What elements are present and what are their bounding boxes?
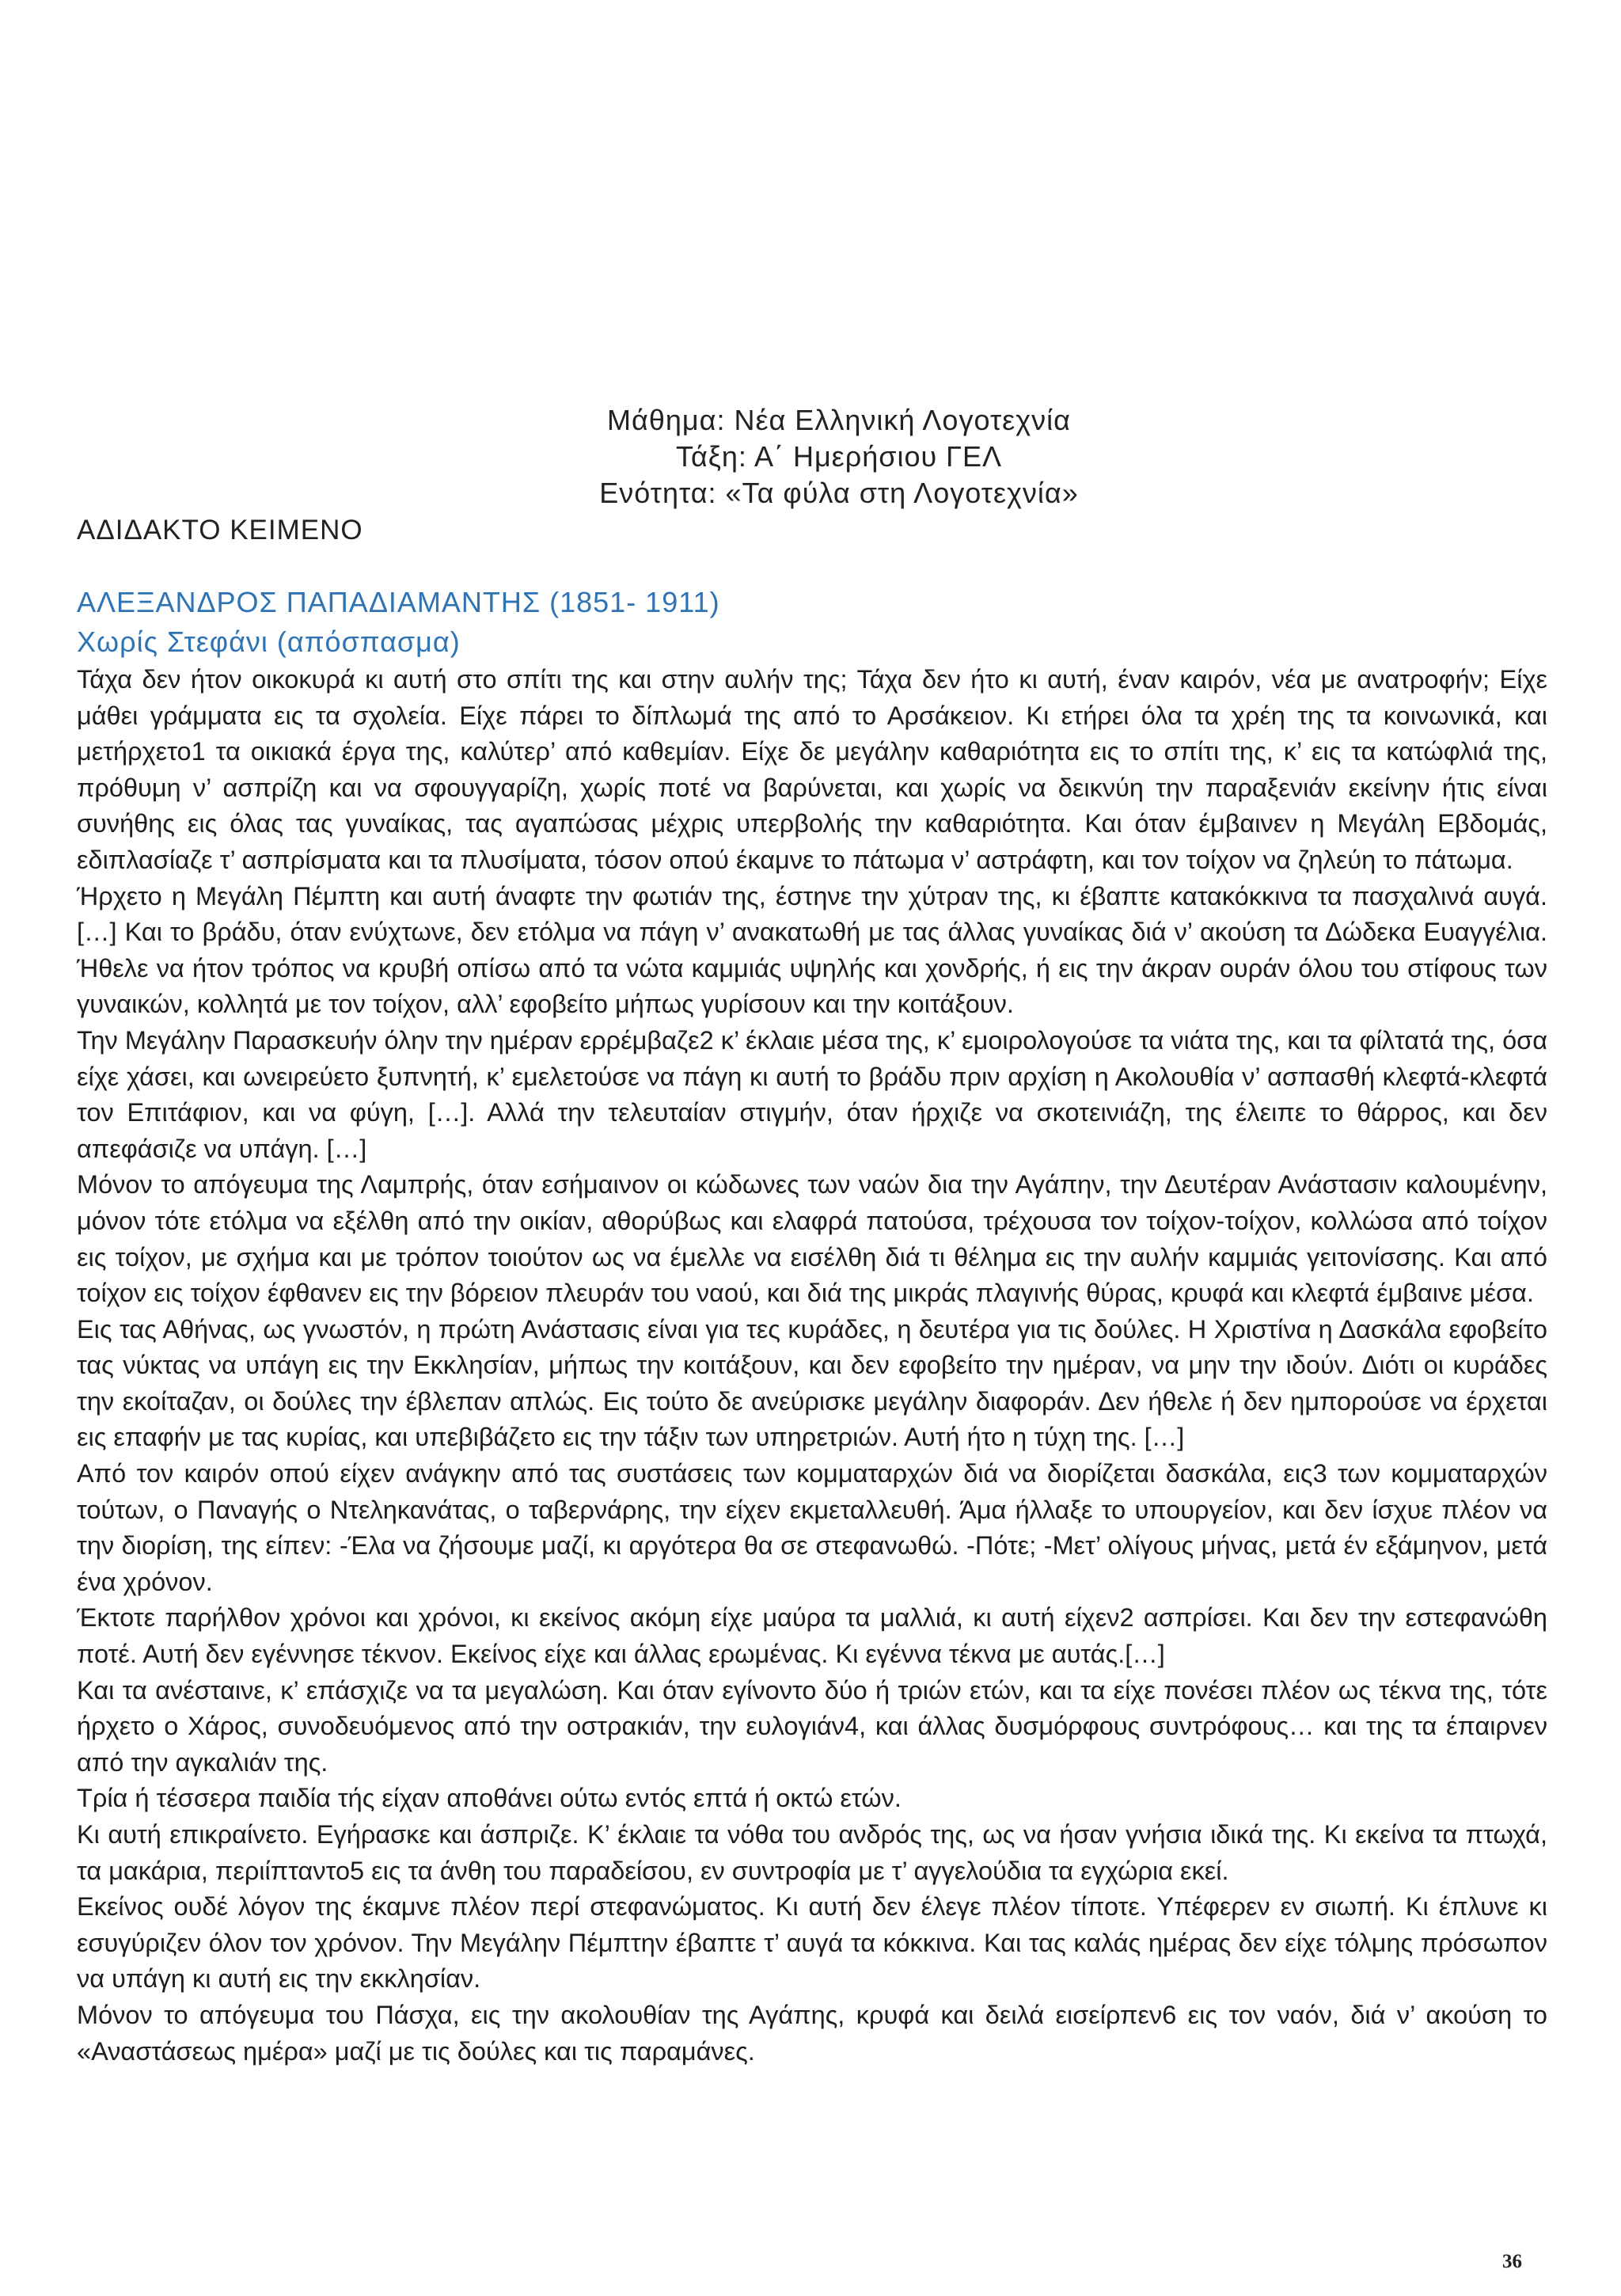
course-header [554,402,1124,511]
unit-line: Ενότητα: «Τα φύλα στη Λογοτεχνία» [599,477,1079,509]
grade-line: Τάξη: Α΄ Ημερήσιου ΓΕΛ [675,440,1003,473]
paragraph: Τάχα δεν ήτον οικοκυρά κι αυτή στο σπίτι της και στην αυλήν της; Τάχα δεν ήτο κι αυτή, έναν καιρόν, νέα με ανατροφήν; Είχε μάθει γράμματα εις τα σχολεία. Είχε πάρει το δίπλωμά της από το Αρσάκειον. Κι ετήρει όλα τα χρέη της τα κοινωνικά, και μετήρχετο1 τα οικιακά έργα της, καλύτερ’ από καθεμίαν. Είχε δε μεγάλην καθαριότητα εις το σπίτι της, κ’ εις τα κατώφλιά της, πρόθυμη ν’ ασπρίζη και να σφουγγαρίζη, χωρίς ποτέ να βαρύνεται, και χωρίς να δεικνύη την παραξενιάν εκείνην ήτις είναι συνήθης εις όλας τας γυναίκας, τας αγαπώσας μέχρις υπερβολής την καθαριότητα. Και όταν έμβαινεν η Μεγάλη Εβδομάς, εδιπλασίαζε τ’ ασπρίσματα και τα πλυσίματα, τόσον οπού έκαμνε το πάτωμα ν’ αστράφτη, και τον τοίχον να ζηλεύη το πάτωμα. [77,665,1547,874]
paragraph: Εκείνος ουδέ λόγον της έκαμνε πλέον περί στεφανώματος. Κι αυτή δεν έλεγε πλέον τίποτε. Υπέφερεν εν σιωπή. Κι έπλυνε κι εσυγύριζεν όλον τον χρόνον. Την Μεγάλην Πέμπτην έβαπτε τ’ αυγά τα κόκκινα. Και τας καλάς ημέρας δεν είχε τόλμης πρόσωπον να υπάγη κι αυτή εις την εκκλησίαν. [77,1892,1547,1994]
excerpt-body [77,662,1547,2070]
paragraph: Κι αυτή επικραίνετο. Εγήρασκε και άσπριζε. Κ’ έκλαιε τα νόθα του ανδρός της, ως να ήσαν γνήσια ιδικά της. Κι εκείνα τα πτωχά, τα μακάρια, περιίπταντο5 εις τα άνθη του παραδείσου, εν συντροφία με τ’ αγγελούδια τα εγχώρια εκεί. [77,1820,1547,1885]
paragraph: Μόνον το απόγευμα της Λαμπρής, όταν εσήμαινον οι κώδωνες των ναών δια την Αγάπην, την Δευτέραν Ανάστασιν καλουμένην, μόνον τότε ετόλμα να εξέλθη από την οικίαν, αθορύβως και ελαφρά πατούσα, τρέχουσα τον τοίχον-τοίχον, κολλώσα από τοίχον εις τοίχον, με σχήμα και με τρόπον τοιούτον ως να έμελλε να εισέλθη διά τι θέλημα εις την αυλήν καμμιάς γειτονίσσης. Και από τοίχον εις τοίχον έφθανεν εις την βόρειον πλευράν του ναού, και διά της μικράς πλαγινής θύρας, κρυφά και κλεφτά έμβαινε μέσα. [77,1170,1547,1308]
paragraph: Τρία ή τέσσερα παιδία τής είχαν αποθάνει ούτω εντός επτά ή οκτώ ετών. [77,1784,902,1813]
page-number: 36 [1502,2251,1522,2272]
paragraph: Την Μεγάλην Παρασκευήν όλην την ημέραν ερρέμβαζε2 κ’ έκλαιε μέσα της, κ’ εμοιρολογούσε τα νιάτα της, και τα φίλτατά της, όσα είχε χάσει, και ωνειρεύετο ξυπνητή, κ’ εμελετούσε να πάγη κι αυτή το βράδυ πριν αρχίση η Ακολουθία ν’ ασπασθή κλεφτά-κλεφτά τον Επιτάφιον, και να φύγη, […]. Αλλά την τελευταίαν στιγμήν, όταν ήρχιζε να σκοτεινιάζη, της έλειπε το θάρρος, και δεν απεφάσιζε να υπάγη. […] [77,1025,1547,1163]
author-heading: ΑΛΕΞΑΝΔΡΟΣ ΠΑΠΑΔΙΑΜΑΝΤΗΣ (1851- 1911) [77,586,720,618]
paragraph: Εις τας Αθήνας, ως γνωστόν, η πρώτη Ανάστασις είναι για τες κυράδες, η δευτέρα για τις δούλες. Η Χριστίνα η Δασκάλα εφοβείτο τας νύκτας να υπάγη εις την Εκκλησίαν, μήπως την κοιτάξουν, και δεν εφοβείτο την ημέραν, να μην την ιδούν. Διότι οι κυράδες την εκοίταζαν, οι δούλες την έβλεπαν απλώς. Εις τούτο δε ανεύρισκε μεγάλην διαφοράν. Δεν ήθελε ή δεν ημπορούσε να έρχεται εις επαφήν με τας κυρίας, και υπεβιβάζετο εις την τάξιν των υπηρετριών. Αυτή ήτο η τύχη της. […] [77,1314,1547,1452]
section-label: ΑΔΙΔΑΚΤΟ ΚΕΙΜΕΝΟ [77,515,363,545]
paragraph: Από τον καιρόν οπού είχεν ανάγκην από τας συστάσεις των κομματαρχών διά να διορίζεται δασκάλα, εις3 των κομματαρχών τούτων, ο Παναγής ο Ντεληκανάτας, ο ταβερνάρης, την είχεν εκμεταλλευθή. Άμα ήλλαξε το υπουργείον, και δεν ίσχυε πλέον να την διορίση, της είπεν: -Έλα να ζήσουμε μαζί, κι αργότερα θα σε στεφανωθώ. -Πότε; -Μετ’ ολίγους μήνας, μετά έν εξάμηνον, μετά ένα χρόνον. [77,1459,1547,1596]
paragraph: Και τα ανέσταινε, κ’ επάσχιζε να τα μεγαλώση. Και όταν εγίνοντο δύο ή τριών ετών, και τα είχε πονέσει πλέον ως τέκνα της, τότε ήρχετο ο Χάρος, συνοδευόμενος από την οστρακιάν, την ευλογιάν4, και άλλας δυσμόρφους συντρόφους… και της τα έπαιρνεν από την αγκαλιάν της. [77,1675,1547,1777]
paragraph: Έκτοτε παρήλθον χρόνοι και χρόνοι, κι εκείνος ακόμη είχε μαύρα τα μαλλιά, κι αυτή είχεν2 ασπρίσει. Και δεν την εστεφανώθη ποτέ. Αυτή δεν εγέννησε τέκνον. Εκείνος είχε και άλλας ερωμένας. Κι εγέννα τέκνα με αυτάς.[…] [77,1603,1547,1669]
paragraph: Ήρχετο η Μεγάλη Πέμπτη και αυτή άναφτε την φωτιάν της, έστηνε την χύτραν της, κι έβαπτε κατακόκκινα τα πασχαλινά αυγά. […] Και το βράδυ, όταν ενύχτωνε, δεν ετόλμα να πάγη ν’ ανακατωθή με τας άλλας γυναίκας διά ν’ ακούση τα Δώδεκα Ευαγγέλια. Ήθελε να ήτον τρόπος να κρυβή οπίσω από τα νώτα καμμιάς υψηλής και χονδρής, ή εις την άκραν ουράν όλου του στίφους των γυναικών, κολλητά με τον τοίχον, αλλ’ εφοβείτο μήπως γυρίσουν και την κοιτάξουν. [77,881,1547,1019]
work-title: Χωρίς Στεφάνι (απόσπασμα) [77,625,461,658]
paragraph: Μόνον το απόγευμα του Πάσχα, εις την ακολουθίαν της Αγάπης, κρυφά και δειλά εισείρπεν6 εις τον ναόν, διά ν’ ακούση το «Αναστάσεως ημέρα» μαζί με τις δούλες και τις παραμάνες. [77,2000,1547,2066]
course-line: Μάθημα: Νέα Ελληνική Λογοτεχνία [607,404,1071,436]
